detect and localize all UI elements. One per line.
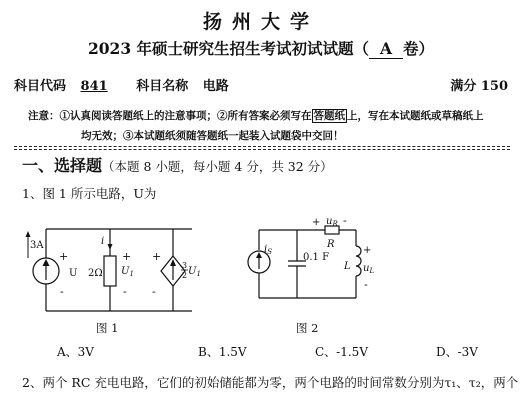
resistor-label: 2Ω xyxy=(88,268,103,279)
ccvs-coef-num: 3 xyxy=(182,261,188,270)
answer-sheet-box: 答题纸 xyxy=(313,110,345,122)
university-name: 扬州大学 xyxy=(202,11,319,33)
section-heading xyxy=(22,153,333,176)
ccvs-variable: $U_1$ xyxy=(188,266,201,278)
notice-line-2: 均无效；③本试题纸须随答题纸一起装入试题袋中交回！ xyxy=(81,130,344,142)
code-value: 841 xyxy=(80,79,108,94)
circuit-figures xyxy=(0,200,522,346)
question-2-stem: 2、两个 RC 充电电路，它们的初始储能都为零，两个电路的时间常数分别为τ₁、τ₂，两个 xyxy=(22,375,519,390)
divider-top xyxy=(14,146,510,147)
capacitor-label: 0.1 F xyxy=(303,252,330,263)
name-value: 电路 xyxy=(202,79,229,94)
voltage-ur-label: $u_R$ xyxy=(326,216,338,228)
figure-1-circuit xyxy=(26,229,193,311)
option-d: D、-3V xyxy=(436,345,478,359)
exam-title xyxy=(0,37,522,59)
option-b: B、1.5V xyxy=(198,345,247,359)
section-title: 一、选择题 xyxy=(22,156,103,175)
divider-bottom xyxy=(14,149,510,150)
voltage-u-label: U xyxy=(69,268,78,279)
exam-title-suffix: 卷） xyxy=(403,39,435,58)
fig2-resistor-label: R xyxy=(327,239,335,250)
svg-text:+: + xyxy=(59,250,69,263)
inductor-label: L xyxy=(344,261,351,272)
current-i-label: i xyxy=(101,236,105,247)
svg-text:+: + xyxy=(122,250,132,263)
notice-line-1 xyxy=(28,108,484,123)
svg-text:-: - xyxy=(364,278,368,291)
svg-text:-: - xyxy=(60,285,64,298)
name-label: 科目名称 xyxy=(136,79,189,94)
notice-text-suffix: 上，写在本试题纸或草稿纸上 xyxy=(347,110,484,122)
score-label: 满分 xyxy=(450,79,477,94)
voltage-u1-label: $U_1$ xyxy=(121,266,134,278)
fig2-current-source-label: $i_S$ xyxy=(264,244,272,256)
code-label: 科目代码 xyxy=(14,79,67,94)
score-value: 150 xyxy=(480,79,508,94)
section-note: （本题 8 小题，每小题 4 分，共 32 分） xyxy=(102,159,333,174)
exam-title-prefix: 2023 年硕士研究生招生考试初试试题（ xyxy=(87,39,370,58)
source-current-label: 3A xyxy=(30,240,44,251)
subject-meta xyxy=(14,75,508,94)
svg-text:+: + xyxy=(363,245,372,256)
voltage-ul-label: $u_L$ xyxy=(363,263,375,275)
option-a: A、3V xyxy=(57,345,94,359)
svg-text:-: - xyxy=(152,285,156,298)
figure-2-caption: 图 2 xyxy=(296,321,319,335)
svg-text:+: + xyxy=(152,250,162,263)
question-1-stem: 1、图 1 所示电路，U为 xyxy=(22,186,157,201)
ccvs-coef-den: 2 xyxy=(182,271,188,280)
figure-1-caption: 图 1 xyxy=(96,321,119,335)
svg-text:+: + xyxy=(312,217,321,228)
svg-text:-: - xyxy=(343,214,347,227)
svg-text:-: - xyxy=(123,285,127,298)
option-c: C、-1.5V xyxy=(315,345,368,359)
paper-version: A xyxy=(369,39,403,59)
notice-text: 注意：①认真阅读答题纸上的注意事项；②所有答案必须写在 xyxy=(28,110,312,122)
full-score xyxy=(450,75,508,94)
